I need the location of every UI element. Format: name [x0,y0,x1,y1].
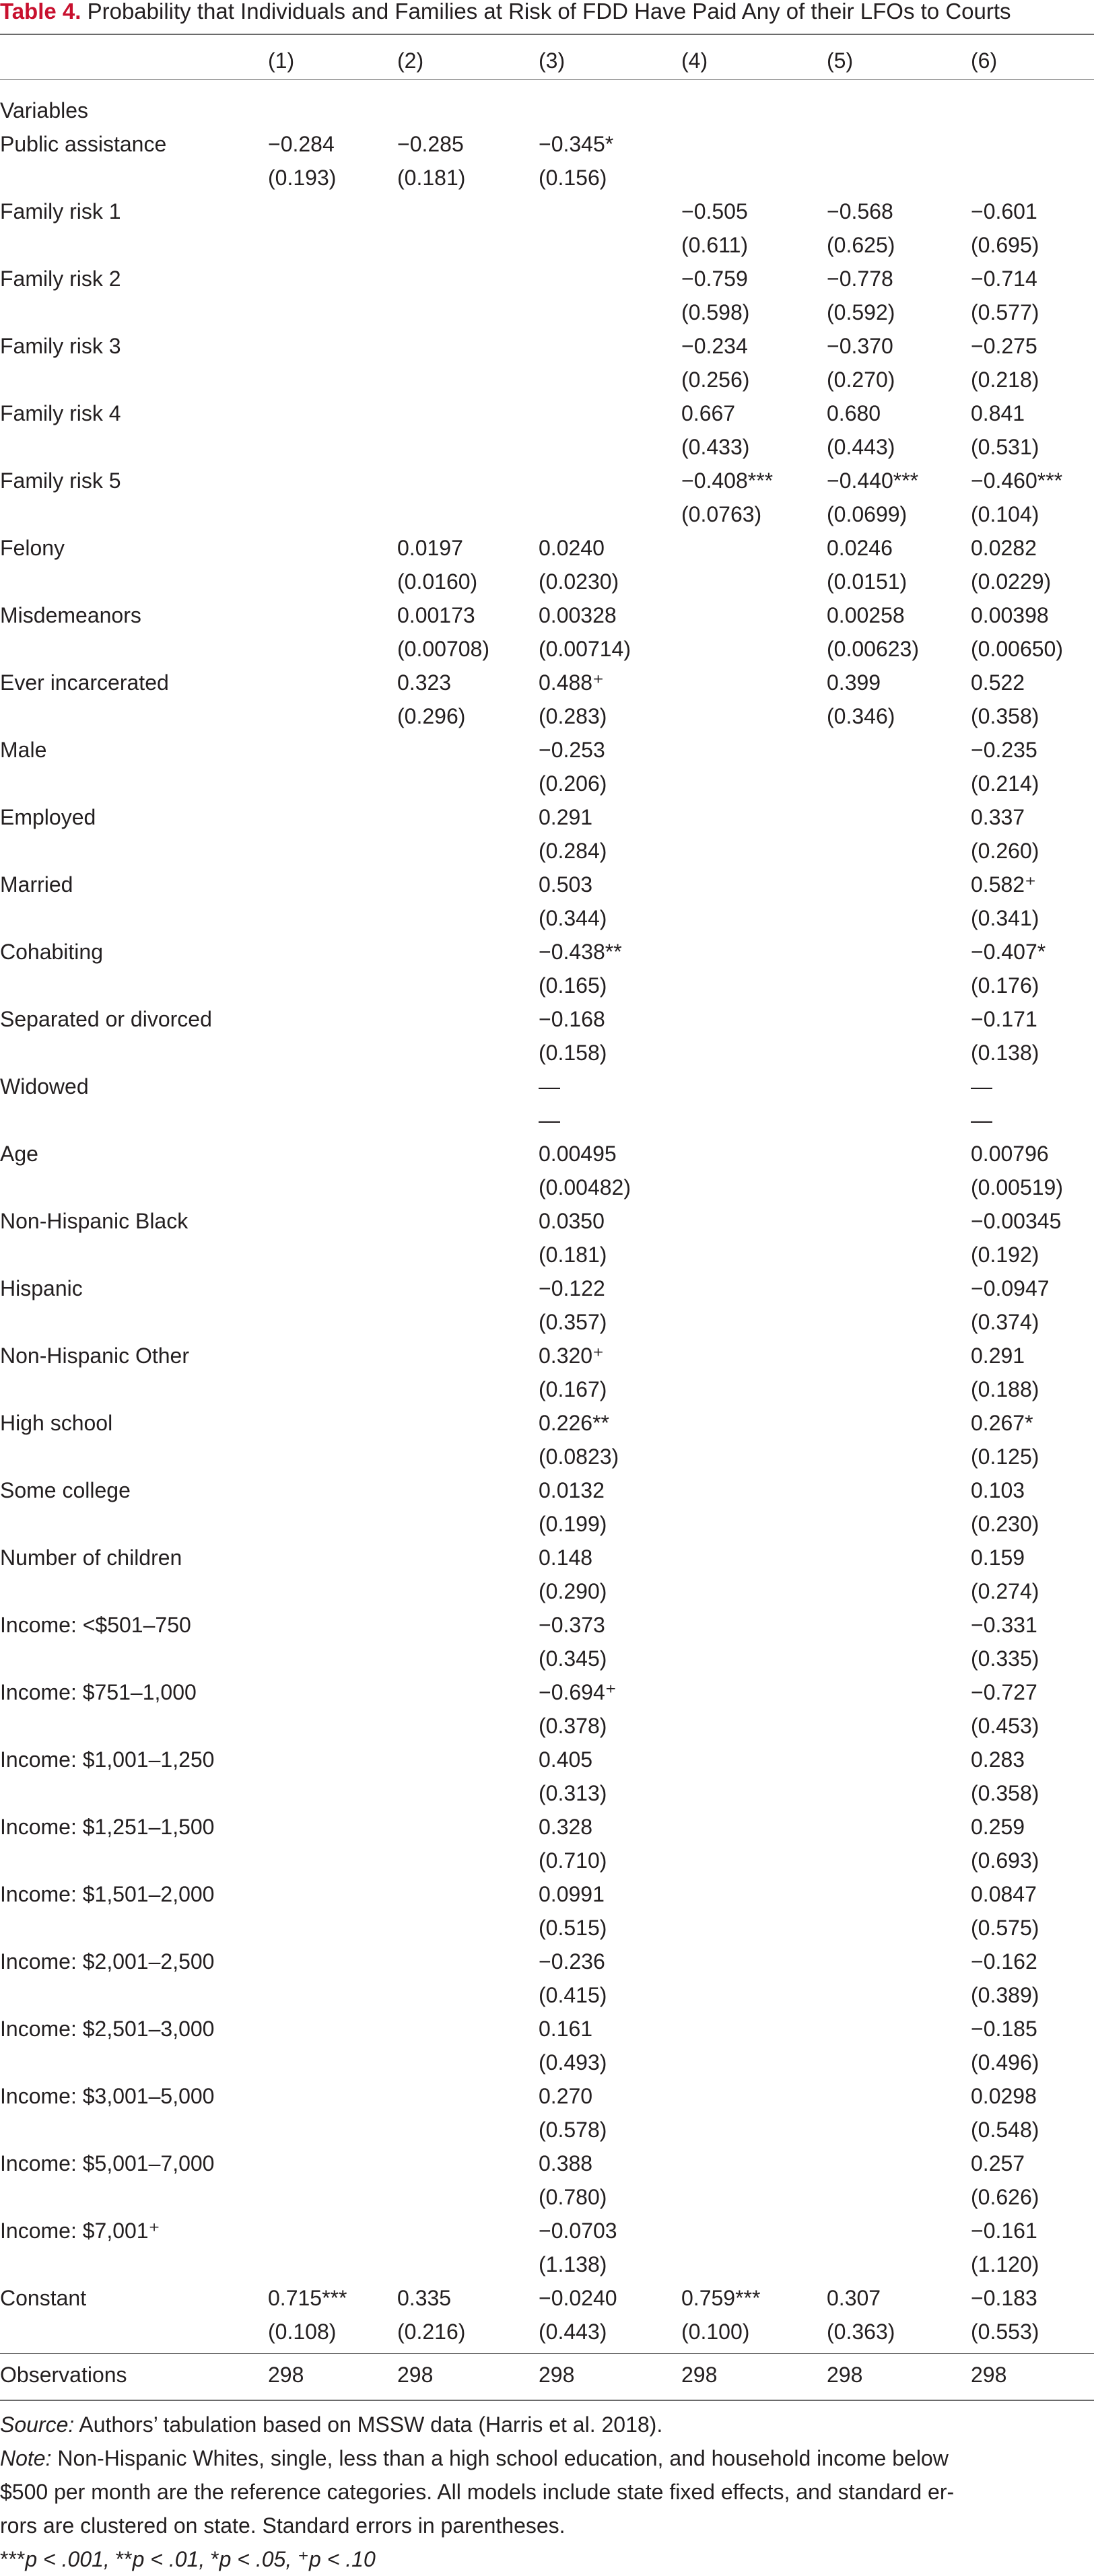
se-cell: (0.0160) [397,569,478,594]
se-cell: — [971,1108,992,1132]
coef-cell: 0.680 [827,401,881,425]
coef-cell: −0.235 [971,738,1037,762]
se-cell: (0.780) [539,2185,607,2209]
se-cell: (0.313) [539,1781,607,1805]
coef-cell: 0.323 [397,670,452,695]
coef-cell: −0.161 [971,2219,1037,2243]
se-cell: (0.260) [971,839,1039,863]
se-cell: (0.290) [539,1579,607,1603]
source-label: Source: [0,2412,75,2437]
row-label: High school [0,1411,113,1435]
coef-cell: 0.335 [397,2286,452,2310]
coef-cell: −0.440*** [827,468,919,493]
se-cell: (0.358) [971,1781,1039,1805]
coef-cell: — [539,1074,560,1099]
coef-cell: −0.162 [971,1949,1037,1974]
se-cell: (0.344) [539,906,607,930]
table-caption [0,0,1094,32]
se-cell: (0.165) [539,973,607,998]
se-cell: (0.00708) [397,637,489,661]
coef-cell: 0.388 [539,2151,593,2175]
source-text: Authors’ tabulation based on MSSW data (Harris et al. 2018). [74,2412,663,2437]
se-cell: (0.515) [539,1916,607,1940]
coef-cell: 0.103 [971,1478,1025,1502]
coef-cell: 0.00398 [971,603,1049,627]
note-line-3: rors are clustered on state. Standard errors in parentheses. [0,2513,566,2538]
se-cell: (0.188) [971,1377,1039,1401]
coef-cell: 0.00173 [397,603,475,627]
bottom-rule [0,2400,1094,2401]
column-header: (5) [827,48,854,73]
coef-cell: 0.307 [827,2286,881,2310]
note-text-1: Non-Hispanic Whites, single, less than a high school education, and household income below [51,2446,949,2470]
se-cell: (0.256) [681,368,750,392]
observations-cell: 298 [539,2363,575,2387]
se-cell: (0.214) [971,771,1039,796]
se-cell: — [539,1108,560,1132]
observations-cell: 298 [971,2363,1007,2387]
se-cell: (0.363) [827,2320,895,2344]
se-cell: (0.693) [971,1848,1039,1873]
coef-cell: 0.0246 [827,536,893,560]
column-header: (1) [268,48,295,73]
coef-cell: 0.00328 [539,603,617,627]
se-cell: (0.531) [971,435,1039,459]
se-cell: (0.626) [971,2185,1039,2209]
coef-cell: — [971,1074,992,1099]
coef-cell: 0.405 [539,1747,593,1772]
coef-cell: 0.0197 [397,536,463,560]
sig-stars-01: ** [115,2547,133,2571]
se-cell: (0.125) [971,1444,1039,1469]
row-label: Felony [0,536,65,560]
coef-cell: 0.283 [971,1747,1025,1772]
se-cell: (0.710) [539,1848,607,1873]
coef-cell: 0.291 [539,805,593,829]
coef-cell: −0.370 [827,334,893,358]
note-line-2: $500 per month are the reference categories. All models include state fixed effects, and standard er- [0,2480,955,2504]
header-rule [0,79,1094,80]
section-label: Variables [0,98,89,123]
se-cell: (0.0823) [539,1444,619,1469]
note-label: Note: [0,2446,52,2470]
se-cell: (0.100) [681,2320,750,2344]
coef-cell: −0.714 [971,267,1037,291]
coef-cell: −0.0703 [539,2219,617,2243]
coef-cell: 0.759*** [681,2286,761,2310]
se-cell: (0.00714) [539,637,631,661]
se-cell: (0.575) [971,1916,1039,1940]
column-header: (6) [971,48,998,73]
se-cell: (0.181) [539,1243,607,1267]
se-cell: (0.192) [971,1243,1039,1267]
coef-cell: −0.727 [971,1680,1037,1704]
se-cell: (0.270) [827,368,895,392]
coef-cell: −0.345* [539,132,614,156]
coef-cell: 0.399 [827,670,881,695]
row-label: Income: $751–1,000 [0,1680,197,1704]
sig-plus-10: ⁺ [298,2547,309,2571]
column-header: (2) [397,48,424,73]
se-cell: (0.378) [539,1714,607,1738]
coef-cell: −0.759 [681,267,748,291]
coef-cell: 0.270 [539,2084,593,2108]
row-label: Ever incarcerated [0,670,169,695]
row-label: Family risk 5 [0,468,121,493]
coef-cell: 0.0132 [539,1478,605,1502]
se-cell: (1.120) [971,2252,1039,2276]
se-cell: (0.296) [397,704,466,728]
row-label: Income: $1,501–2,000 [0,1882,215,1906]
coef-cell: 0.0282 [971,536,1037,560]
se-cell: (0.335) [971,1646,1039,1671]
se-cell: (0.553) [971,2320,1039,2344]
source-note [0,2408,1094,2441]
row-label: Income: $3,001–5,000 [0,2084,215,2108]
se-cell: (0.230) [971,1512,1039,1536]
se-cell: (0.167) [539,1377,607,1401]
row-label: Widowed [0,1074,89,1099]
row-label: Male [0,738,47,762]
sig-text-10: p < .10 [309,2547,376,2571]
row-label: Income: <$501–750 [0,1613,191,1637]
coef-cell: 0.00258 [827,603,905,627]
coef-cell: 0.0350 [539,1209,605,1233]
se-cell: (0.548) [971,2118,1039,2142]
observations-cell: 298 [827,2363,863,2387]
se-cell: (0.108) [268,2320,337,2344]
se-cell: (0.578) [539,2118,607,2142]
se-cell: (0.00482) [539,1175,631,1199]
row-label: Constant [0,2286,87,2310]
se-cell: (0.415) [539,1983,607,2007]
se-cell: (0.0699) [827,502,908,526]
coef-cell: −0.331 [971,1613,1037,1637]
coef-cell: 0.291 [971,1344,1025,1368]
coef-cell: −0.438** [539,940,622,964]
se-cell: (0.193) [268,166,337,190]
se-cell: (0.443) [539,2320,607,2344]
se-cell: (0.104) [971,502,1039,526]
se-cell: (0.389) [971,1983,1039,2007]
coef-cell: 0.320⁺ [539,1344,604,1368]
row-label: Income: $5,001–7,000 [0,2151,215,2175]
coef-cell: −0.601 [971,199,1037,223]
coef-cell: −0.122 [539,1276,605,1300]
row-label: Some college [0,1478,131,1502]
se-cell: (0.199) [539,1512,607,1536]
coef-cell: 0.841 [971,401,1025,425]
se-cell: (0.695) [971,233,1039,257]
se-cell: (0.592) [827,300,895,324]
coef-cell: −0.234 [681,334,748,358]
row-label: Income: $2,001–2,500 [0,1949,215,1974]
caption-rule [0,34,1094,35]
coef-cell: 0.259 [971,1815,1025,1839]
coef-cell: −0.0947 [971,1276,1050,1300]
observations-rule [0,2353,1094,2354]
coef-cell: −0.373 [539,1613,605,1637]
sig-text-05: p < .05, [219,2547,298,2571]
se-cell: (0.433) [681,435,750,459]
row-label: Public assistance [0,132,167,156]
row-label: Cohabiting [0,940,103,964]
se-cell: (0.00519) [971,1175,1063,1199]
row-label: Income: $1,251–1,500 [0,1815,215,1839]
se-cell: (0.358) [971,704,1039,728]
se-cell: (0.156) [539,166,607,190]
observations-label: Observations [0,2363,127,2387]
se-cell: (0.577) [971,300,1039,324]
coef-cell: −0.185 [971,2017,1037,2041]
se-cell: (0.176) [971,973,1039,998]
observations-cell: 298 [268,2363,304,2387]
se-cell: (1.138) [539,2252,607,2276]
row-label: Hispanic [0,1276,83,1300]
row-label: Age [0,1142,38,1166]
sig-stars-001: *** [0,2547,26,2571]
table-label: Table 4. [0,0,81,24]
coef-cell: 0.161 [539,2017,593,2041]
coef-cell: −0.568 [827,199,893,223]
row-label: Family risk 3 [0,334,121,358]
se-cell: (0.0230) [539,569,619,594]
coef-cell: 0.257 [971,2151,1025,2175]
se-cell: (0.158) [539,1041,607,1065]
coef-cell: −0.0240 [539,2286,617,2310]
row-label: Non-Hispanic Black [0,1209,189,1233]
row-label: Employed [0,805,96,829]
coef-cell: 0.0847 [971,1882,1037,1906]
se-cell: (0.216) [397,2320,466,2344]
sig-stars-05: * [211,2547,219,2571]
coef-cell: −0.275 [971,334,1037,358]
coef-cell: −0.408*** [681,468,774,493]
se-cell: (0.0229) [971,569,1052,594]
row-label: Separated or divorced [0,1007,212,1031]
se-cell: (0.493) [539,2050,607,2075]
row-label: Family risk 2 [0,267,121,291]
se-cell: (0.496) [971,2050,1039,2075]
se-cell: (0.0151) [827,569,908,594]
significance-legend [0,2542,1094,2576]
se-cell: (0.284) [539,839,607,863]
se-cell: (0.341) [971,906,1039,930]
row-label: Misdemeanors [0,603,141,627]
coef-cell: −0.236 [539,1949,605,1974]
row-label: Income: $1,001–1,250 [0,1747,215,1772]
se-cell: (0.611) [681,233,749,257]
coef-cell: −0.168 [539,1007,605,1031]
row-label: Non-Hispanic Other [0,1344,189,1368]
se-cell: (0.374) [971,1310,1039,1334]
se-cell: (0.598) [681,300,750,324]
column-header: (4) [681,48,708,73]
se-cell: (0.453) [971,1714,1039,1738]
row-label: Married [0,872,73,897]
se-cell: (0.345) [539,1646,607,1671]
coef-cell: 0.00796 [971,1142,1049,1166]
se-cell: (0.206) [539,771,607,796]
coef-cell: 0.582⁺ [971,872,1036,897]
coef-cell: −0.183 [971,2286,1037,2310]
se-cell: (0.346) [827,704,895,728]
sig-text-001: p < .001, [25,2547,116,2571]
coef-cell: −0.694⁺ [539,1680,617,1704]
se-cell: (0.443) [827,435,895,459]
column-header: (3) [539,48,566,73]
se-cell: (0.00623) [827,637,919,661]
observations-cell: 298 [397,2363,434,2387]
coef-cell: 0.522 [971,670,1025,695]
coef-cell: −0.460*** [971,468,1063,493]
coef-cell: 0.0240 [539,536,605,560]
coef-cell: −0.505 [681,199,748,223]
se-cell: (0.357) [539,1310,607,1334]
se-cell: (0.625) [827,233,895,257]
se-cell: (0.218) [971,368,1039,392]
se-cell: (0.283) [539,704,607,728]
row-label: Income: $2,501–3,000 [0,2017,215,2041]
coef-cell: 0.715*** [268,2286,347,2310]
sig-text-01: p < .01, [132,2547,211,2571]
coef-cell: 0.148 [539,1545,593,1570]
coef-cell: 0.0298 [971,2084,1037,2108]
coef-cell: 0.328 [539,1815,593,1839]
coef-cell: 0.503 [539,872,593,897]
coef-cell: −0.00345 [971,1209,1062,1233]
note-line-1 [0,2441,1094,2475]
coef-cell: −0.778 [827,267,893,291]
se-cell: (0.274) [971,1579,1039,1603]
coef-cell: 0.226** [539,1411,609,1435]
coef-cell: 0.667 [681,401,736,425]
coef-cell: −0.171 [971,1007,1037,1031]
coef-cell: 0.0991 [539,1882,605,1906]
coef-cell: −0.253 [539,738,605,762]
coef-cell: 0.337 [971,805,1025,829]
se-cell: (0.181) [397,166,466,190]
se-cell: (0.138) [971,1041,1039,1065]
coef-cell: −0.407* [971,940,1046,964]
row-label: Number of children [0,1545,182,1570]
row-label: Family risk 1 [0,199,121,223]
se-cell: (0.0763) [681,502,762,526]
coef-cell: −0.284 [268,132,335,156]
coef-cell: −0.285 [397,132,464,156]
observations-cell: 298 [681,2363,718,2387]
row-label: Family risk 4 [0,401,121,425]
table-title: Probability that Individuals and Families at Risk of FDD Have Paid Any of their LFOs to Courts [81,0,1011,24]
coef-cell: 0.159 [971,1545,1025,1570]
coef-cell: 0.00495 [539,1142,617,1166]
coef-cell: 0.267* [971,1411,1033,1435]
row-label: Income: $7,001⁺ [0,2219,160,2243]
se-cell: (0.00650) [971,637,1063,661]
coef-cell: 0.488⁺ [539,670,604,695]
